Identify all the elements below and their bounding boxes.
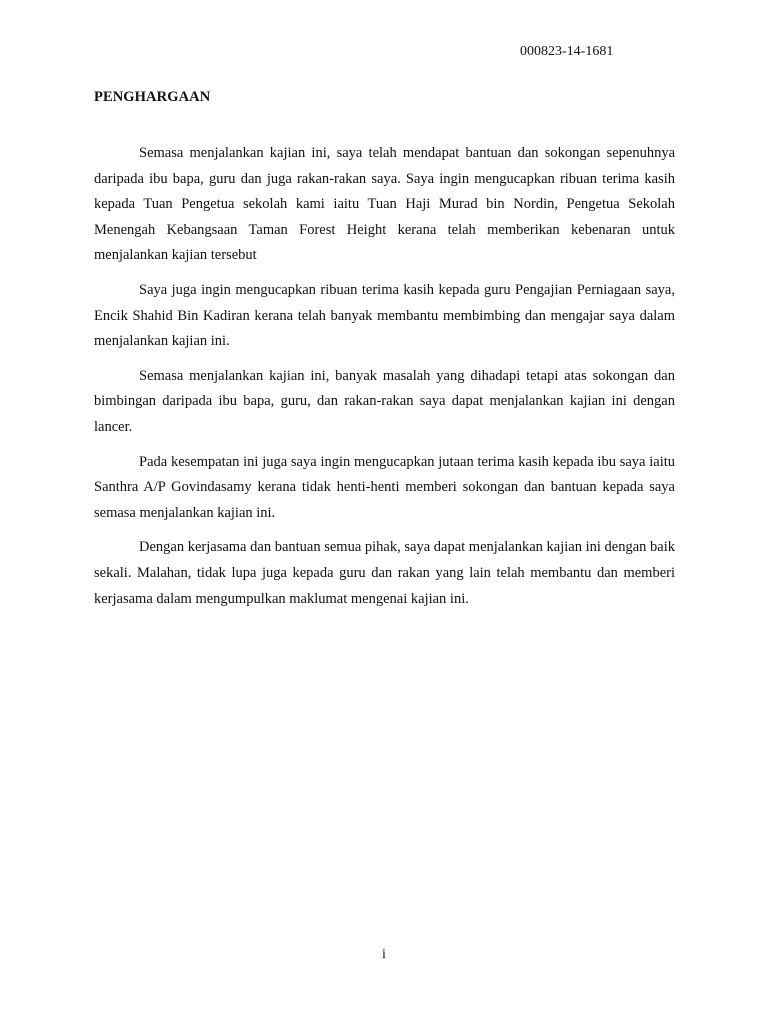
paragraph-1: Semasa menjalankan kajian ini, saya telah mendapat bantuan dan sokongan sepenuhnya daripada ibu bapa, guru dan juga rakan-rakan saya. Saya ingin mengucapkan ribuan terima kasih kepada Tuan Pengetua sekolah kami iaitu Tuan Haji Murad bin Nordin, Pengetua Sekolah Menengah Kebangsaan Taman Forest Height kerana telah memberikan kebenaran untuk menjalankan kajian tersebut <box>94 145 675 264</box>
paragraph-5: Dengan kerjasama dan bantuan semua pihak, saya dapat menjalankan kajian ini dengan baik sekali. Malahan, tidak lupa juga kepada guru dan rakan yang lain telah membantu dan memberi kerjasama dalam mengumpulkan maklumat mengenai kajian ini. <box>94 539 675 607</box>
paragraph-3: Semasa menjalankan kajian ini, banyak masalah yang dihadapi tetapi atas sokongan dan bimbingan daripada ibu bapa, guru, dan rakan-rakan saya dapat menjalankan kajian ini dengan lancer. <box>94 367 675 435</box>
paragraph-2: Saya juga ingin mengucapkan ribuan terima kasih kepada guru Pengajian Perniagaan saya, Encik Shahid Bin Kadiran kerana telah banyak membantu membimbing dan mengajar saya dalam menjalankan kajian ini. <box>94 281 675 350</box>
document-id: 000823-14-1681 <box>520 44 614 59</box>
page-number: i <box>382 947 386 962</box>
paragraph-4: Pada kesempatan ini juga saya ingin mengucapkan jutaan terima kasih kepada ibu saya iaitu Santhra A/P Govindasamy kerana tidak henti-henti memberi sokongan dan bantuan kepada saya semasa menjalankan kajian ini. <box>94 453 675 521</box>
acknowledgement-body <box>94 141 675 621</box>
page-title: PENGHARGAAN <box>94 89 211 105</box>
